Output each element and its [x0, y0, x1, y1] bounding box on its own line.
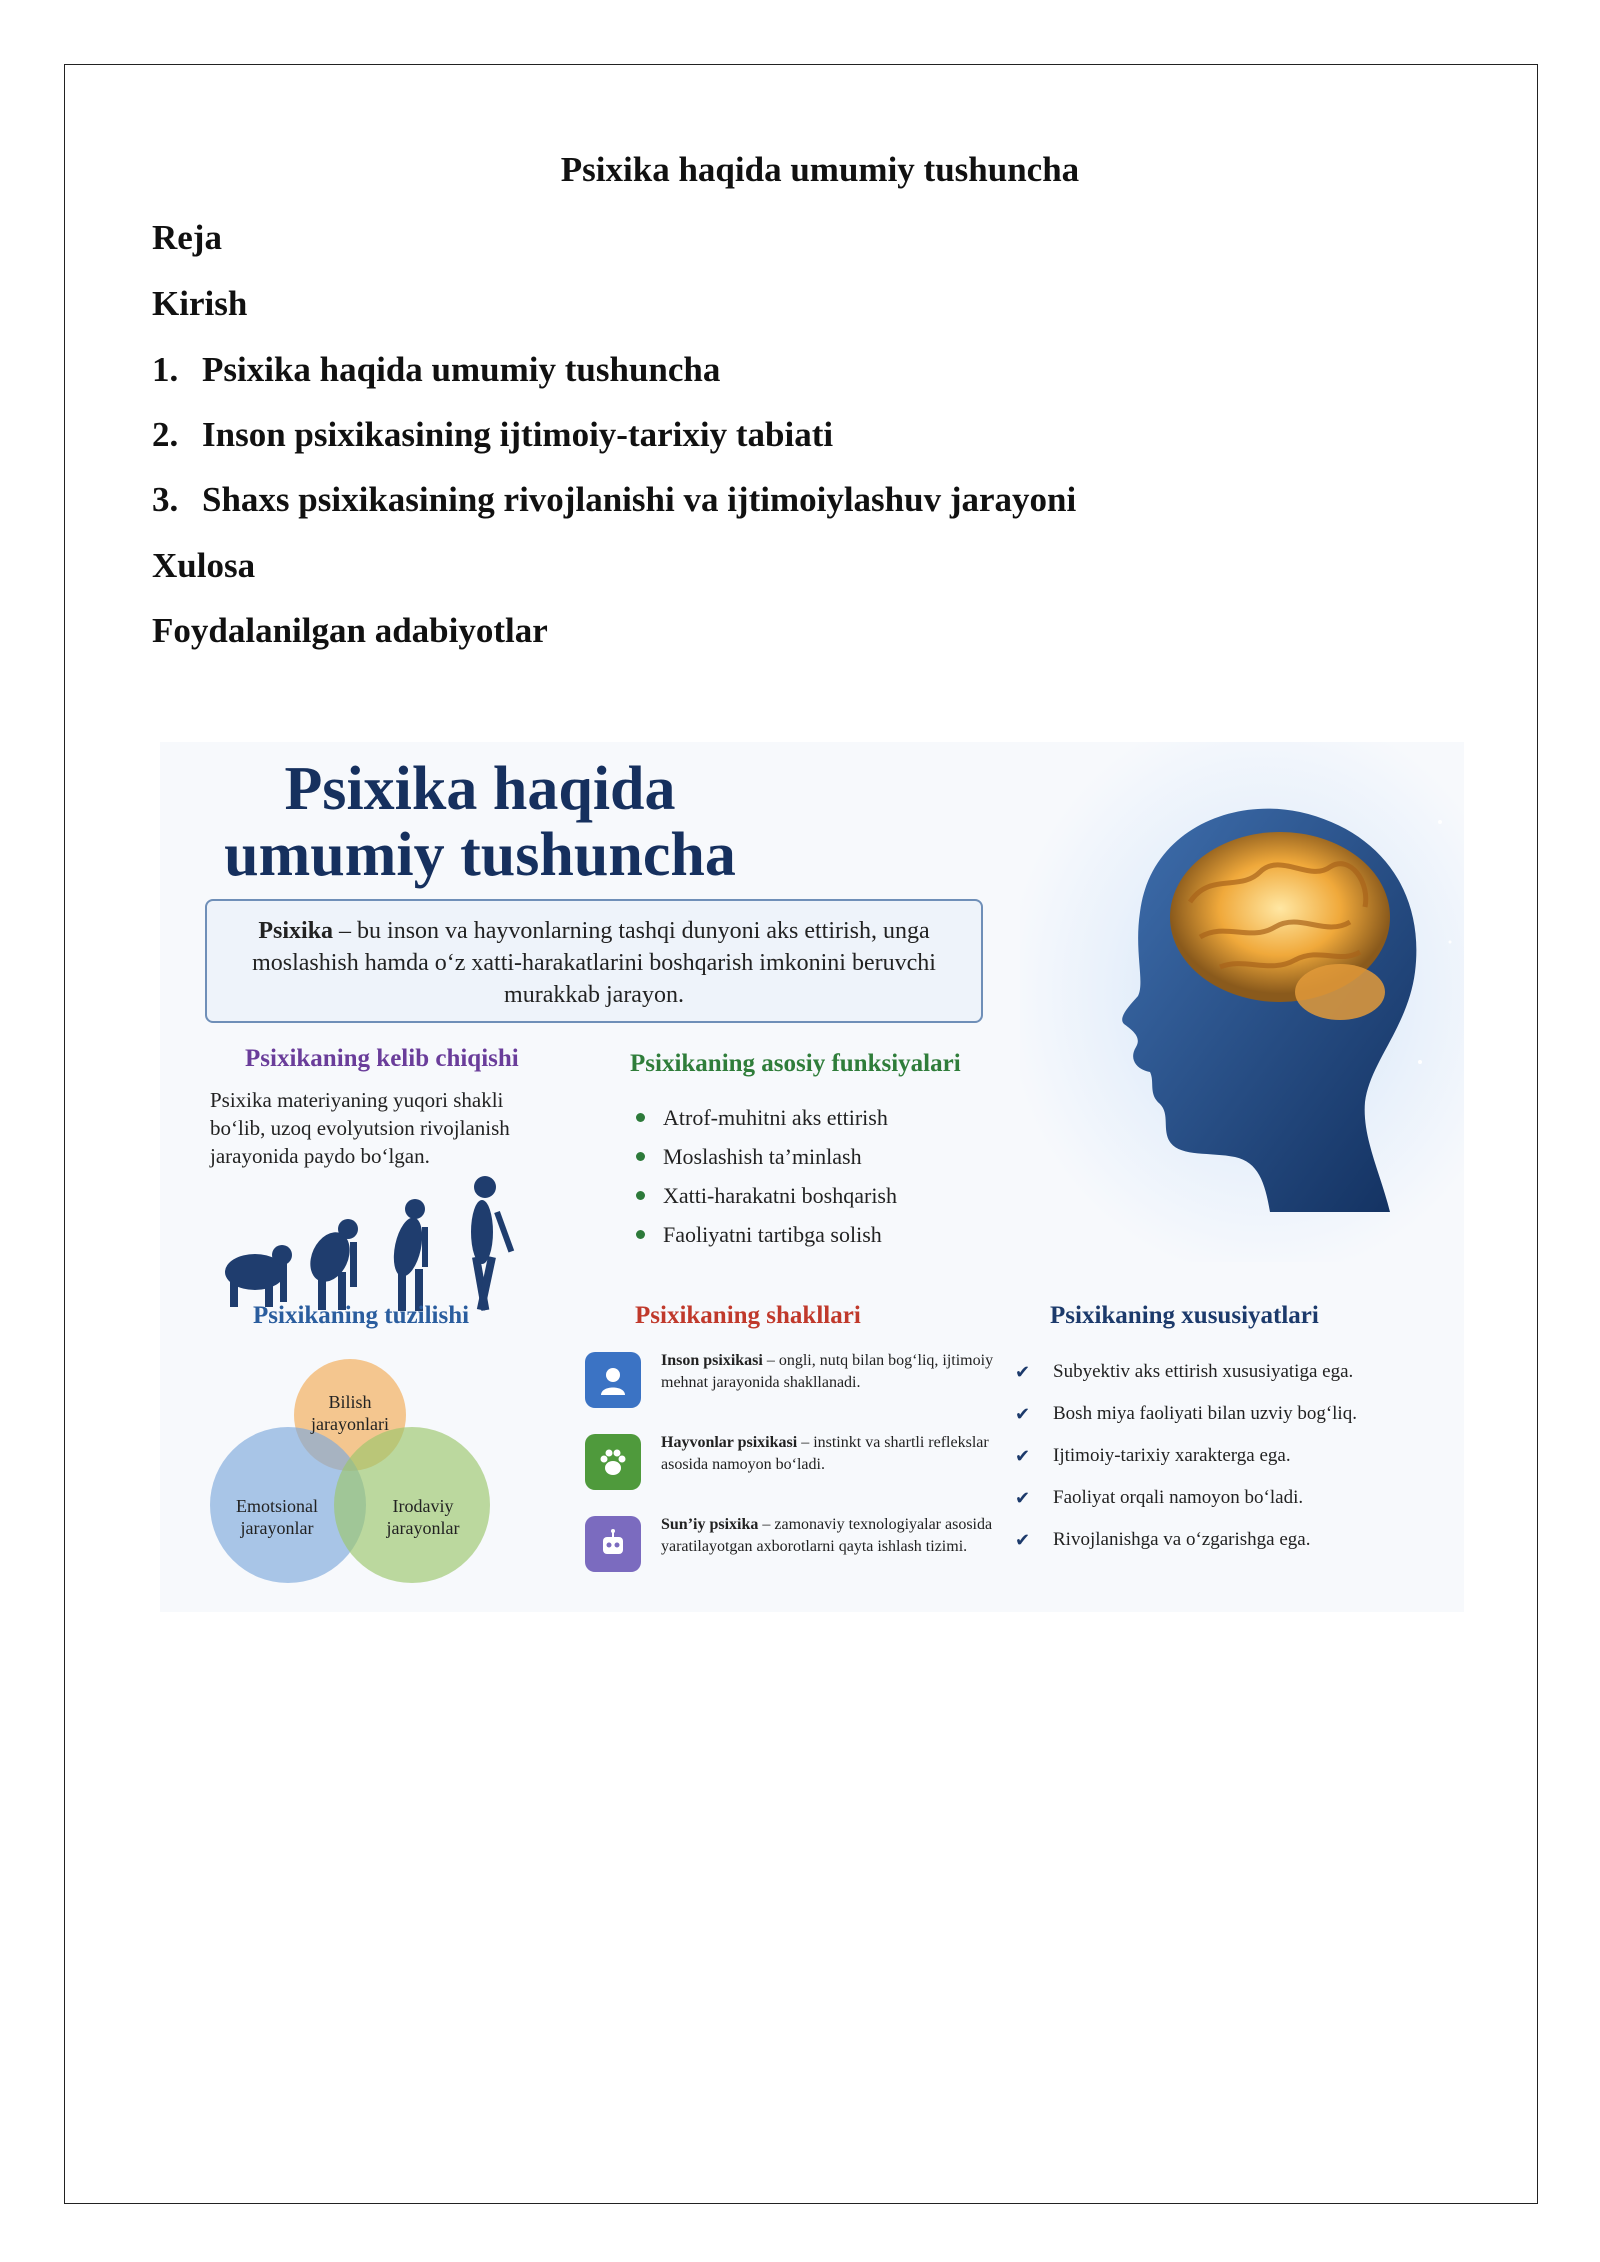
list-item: Moslashish ta’minlash: [630, 1137, 897, 1176]
robot-icon: [585, 1516, 641, 1572]
venn-label-top: Bilish: [328, 1392, 372, 1412]
bullet-icon: [636, 1230, 645, 1239]
form-item-human: Inson psixikasi – ongli, nutq bilan bog‘liq, ijtimoiy mehnat jarayonida shakllanadi.: [585, 1350, 1005, 1420]
venn-label-right: Irodaviy: [392, 1496, 454, 1516]
bullet-icon: [636, 1191, 645, 1200]
functions-heading: Psixikaning asosiy funksiyalari: [630, 1050, 961, 1077]
list-item: Faoliyatni tartibga solish: [630, 1215, 897, 1254]
list-item: ✔ Faoliyat orqali namoyon bo‘ladi.: [1015, 1487, 1304, 1509]
plan-item-3: 3. Shaxs psixikasining rivojlanishi va ijtimoiylashuv jarayoni: [152, 480, 1077, 519]
intro-heading: Kirish: [152, 284, 248, 323]
list-item: ✔ Bosh miya faoliyati bilan uzviy bog‘liq.: [1015, 1403, 1357, 1425]
checkmark-icon: ✔: [1015, 1529, 1031, 1551]
properties-list: [1015, 1351, 1357, 1561]
conclusion-heading: Xulosa: [152, 546, 256, 585]
bullet-icon: [636, 1152, 645, 1161]
paw-icon: [585, 1434, 641, 1490]
structure-venn-diagram: [200, 1340, 500, 1585]
plan-heading: Reja: [152, 218, 222, 257]
person-icon: [585, 1352, 641, 1408]
head-brain-illustration: [1020, 742, 1464, 1262]
infographic-title: Psixika haqida umumiy tushuncha: [224, 755, 736, 889]
checkmark-icon: ✔: [1015, 1403, 1031, 1425]
list-item: Atrof-muhitni aks ettirish: [630, 1098, 897, 1137]
venn-label-top-2: jarayonlari: [311, 1414, 389, 1434]
venn-label-right-2: jarayonlar: [386, 1518, 460, 1538]
list-item: ✔ Rivojlanishga va o‘zgarishga ega.: [1015, 1529, 1311, 1551]
definition-term: Psixika: [258, 918, 334, 944]
checkmark-icon: ✔: [1015, 1487, 1031, 1509]
forms-heading: Psixikaning shakllari: [635, 1302, 861, 1329]
infographic: [160, 742, 1464, 1612]
form-item-animal: Hayvonlar psixikasi – instinkt va shartli reflekslar asosida namoyon bo‘ladi.: [585, 1432, 1005, 1502]
form-item-artificial: Sun’iy psixika – zamonaviy texnologiyalar asosida yaratilayotgan axborotlarni qayta ishlash tizimi.: [585, 1514, 1005, 1584]
structure-heading: Psixikaning tuzilishi: [253, 1302, 470, 1329]
bullet-icon: [636, 1113, 645, 1122]
list-item: ✔ Subyektiv aks ettirish xususiyatiga ega.: [1015, 1361, 1354, 1383]
list-item: Xatti-harakatni boshqarish: [630, 1176, 897, 1215]
human-evolution-icon: [210, 1157, 540, 1315]
checkmark-icon: ✔: [1015, 1445, 1031, 1467]
venn-label-left: Emotsional: [236, 1496, 318, 1516]
checkmark-icon: ✔: [1015, 1361, 1031, 1383]
definition-text: – bu inson va hayvonlarning tashqi dunyoni aks ettirish, unga moslashish hamda o‘z xatti-harakatlarini boshqarish imkonini beruvchi murakkab jarayon.: [252, 918, 936, 1008]
plan-item-1: 1. Psixika haqida umumiy tushuncha: [152, 350, 721, 389]
origin-heading: Psixikaning kelib chiqishi: [245, 1045, 519, 1072]
venn-label-left-2: jarayonlar: [240, 1518, 314, 1538]
origin-text: Psixika materiyaning yuqori shakli bo‘lib, uzoq evolyutsion rivojlanish jarayonida paydo bo‘lgan.: [210, 1088, 510, 1168]
brain-icon: [1020, 742, 1464, 1262]
properties-heading: Psixikaning xususiyatlari: [1050, 1302, 1319, 1329]
definition-box: [205, 899, 983, 1023]
document-title: Psixika haqida umumiy tushuncha: [560, 150, 1080, 189]
references-heading: Foydalanilgan adabiyotlar: [152, 611, 548, 650]
list-item: ✔ Ijtimoiy-tarixiy xarakterga ega.: [1015, 1445, 1291, 1467]
plan-item-2: 2. Inson psixikasining ijtimoiy-tarixiy tabiati: [152, 415, 834, 454]
functions-list: [630, 1098, 897, 1254]
